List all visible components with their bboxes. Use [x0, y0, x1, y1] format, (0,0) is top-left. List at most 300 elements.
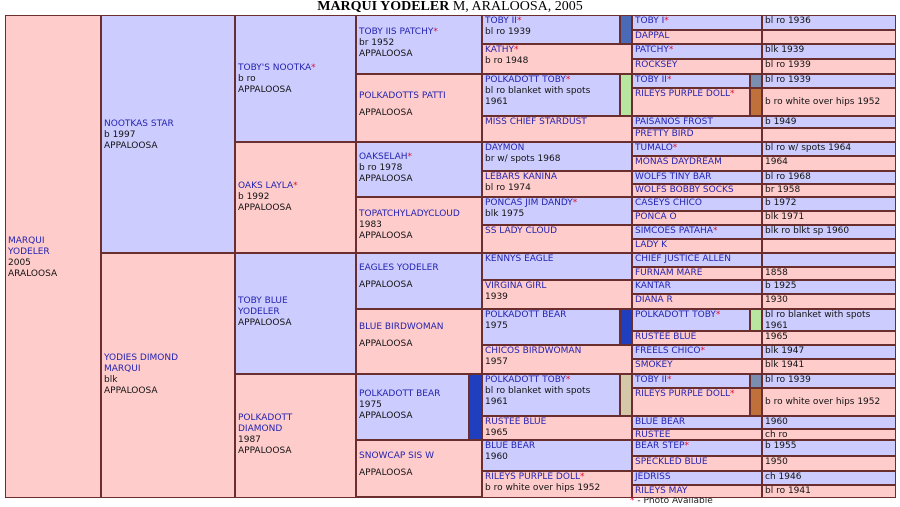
horse-name-line: [485, 198, 629, 209]
gen6-horse: [632, 15, 762, 30]
horse-detail: b ro 1978: [359, 163, 403, 173]
horse-detail: b ro 1948: [485, 56, 529, 66]
horse-name-line: [359, 27, 479, 38]
gen6-horse: [632, 331, 762, 345]
horse-name-line: [635, 117, 759, 128]
horse-name-line: [359, 209, 479, 220]
horse-name-line: [635, 472, 759, 483]
horse-name-link[interactable]: RUSTEE BLUE: [485, 417, 547, 427]
horse-detail: b ro white over hips 1952: [485, 483, 601, 493]
gen6-info: [762, 331, 896, 345]
horse-name-line: [238, 181, 328, 192]
horse-name-line: [359, 91, 479, 102]
gen6-horse: [632, 440, 762, 456]
gen6-horse: [632, 267, 762, 280]
horse-name-line: [635, 441, 759, 452]
horse-name-line: [635, 212, 759, 223]
horse-detail: ch 1946: [765, 472, 802, 482]
horse-name-line: [485, 441, 629, 452]
photo-star-icon: *: [579, 472, 585, 482]
photo-indicator-bar: [750, 309, 762, 331]
photo-star-icon: *: [666, 75, 672, 85]
horse-name-link[interactable]: VIRGINA GIRL: [485, 281, 547, 291]
horse-name-link[interactable]: DAYMON: [485, 143, 525, 153]
horse-name-link[interactable]: MONAS DAYDREAM: [635, 157, 722, 167]
horse-name-line: [485, 417, 629, 428]
horse-detail: 1965: [765, 332, 788, 342]
photo-star-icon: *: [311, 63, 316, 73]
gen6-horse: [632, 116, 762, 128]
footer-divider: [5, 497, 625, 507]
photo-star-icon: *: [565, 75, 571, 85]
horse-detail: 2005: [8, 258, 31, 268]
horse-name-link[interactable]: POLKADOTT DIAMOND: [238, 413, 293, 434]
gen6-horse: [632, 456, 762, 471]
horse-detail: bl ro 1936: [765, 16, 811, 26]
gen6-horse: [632, 345, 762, 359]
horse-detail: bl ro blanket with spots: [485, 386, 591, 396]
horse-name-link[interactable]: DIANA R: [635, 295, 673, 305]
horse-name-line: [238, 296, 328, 318]
gen6-horse: [632, 211, 762, 225]
horse-name-line: [635, 375, 747, 386]
gen6-info: [762, 44, 896, 59]
gen6-horse: [632, 374, 750, 388]
horse-detail: APPALOOSA: [359, 108, 413, 118]
horse-name-line: [485, 172, 629, 183]
photo-star-icon: *: [516, 16, 522, 26]
horse-name-link[interactable]: TOBY I: [635, 16, 665, 26]
horse-name-link[interactable]: WOLFS TINY BAR: [635, 172, 712, 182]
horse-detail: bl ro 1974: [485, 183, 531, 193]
horse-name-link[interactable]: ROCKSEY: [635, 60, 678, 70]
horse-detail: 1975: [485, 321, 508, 331]
photo-indicator-bar: [620, 374, 632, 416]
horse-name-link[interactable]: SIMCOES PATAHA: [635, 226, 713, 236]
photo-star-icon: *: [672, 143, 678, 153]
horse-name-line: [635, 75, 747, 86]
horse-name-link[interactable]: FURNAM MARE: [635, 268, 703, 278]
gen6-horse: [632, 184, 762, 197]
horse-name-link[interactable]: TOBY'S NOOTKA: [238, 63, 312, 73]
horse-detail: 1960: [485, 452, 508, 462]
horse-name-link[interactable]: POLKADOTT TOBY: [635, 310, 716, 320]
horse-detail: bl ro w/ spots 1964: [765, 143, 852, 153]
horse-name-line: [635, 45, 759, 56]
gen5-horse: [482, 471, 632, 498]
horse-summary: M, ARALOOSA, 2005: [449, 0, 583, 14]
horse-name-link[interactable]: FREELS CHICO: [635, 346, 701, 356]
horse-detail: 1987: [238, 435, 261, 445]
horse-name-link[interactable]: PONCA O: [635, 212, 677, 222]
gen6-horse: [632, 74, 750, 88]
gen4-horse: [356, 309, 482, 374]
horse-name-link[interactable]: RILEYS PURPLE DOLL: [635, 389, 730, 399]
photo-star-icon: *: [513, 45, 519, 55]
horse-name-link[interactable]: SMOKEY: [635, 360, 673, 370]
horse-name-line: [485, 310, 617, 321]
horse-name-line: [635, 172, 759, 183]
horse-detail: b 1992: [238, 192, 270, 202]
gen6-info: [762, 359, 896, 374]
horse-name-line: [635, 281, 759, 292]
gen2-horse: [101, 15, 235, 253]
photo-star-icon: *: [565, 375, 571, 385]
horse-name-link[interactable]: BLUE BEAR: [635, 417, 686, 427]
horse-name-line: [635, 60, 759, 71]
horse-name-link[interactable]: DAPPAL: [635, 31, 670, 41]
horse-name-link[interactable]: PAISANOS FROST: [635, 117, 713, 127]
horse-name-line: [635, 157, 759, 168]
gen5-horse: [482, 116, 632, 142]
horse-detail: 1960: [765, 417, 788, 427]
gen6-horse: [632, 142, 762, 156]
horse-detail: b ro white over hips 1952: [765, 97, 881, 107]
horse-name-link[interactable]: SPECKLED BLUE: [635, 457, 708, 467]
gen6-info: [762, 309, 896, 331]
horse-detail: blk: [104, 375, 118, 385]
gen1-horse: [5, 15, 101, 498]
gen4-horse: [356, 440, 482, 497]
gen5-horse: [482, 44, 632, 74]
horse-name-link[interactable]: TOPATCHYLADYCLOUD: [359, 209, 460, 219]
gen4-horse: [356, 15, 482, 74]
horse-name-link[interactable]: POLKADOTTS PATTI: [359, 91, 446, 101]
horse-detail: blk 1975: [485, 209, 525, 219]
horse-detail: APPALOOSA: [359, 411, 413, 421]
photo-indicator-bar: [469, 374, 482, 440]
horse-name-link[interactable]: TOBY IIS PATCHY: [359, 27, 434, 37]
photo-star-icon: *: [684, 441, 689, 451]
gen5-horse: [482, 309, 620, 345]
gen3-horse: [235, 15, 356, 142]
horse-detail: b 1925: [765, 281, 797, 291]
horse-name-line: [635, 332, 759, 343]
horse-name-line: [635, 254, 759, 265]
horse-name-link[interactable]: OAKS LAYLA: [238, 181, 294, 191]
gen6-info: [762, 225, 896, 239]
horse-detail: bl ro 1941: [765, 486, 811, 496]
horse-detail: bl ro blanket with spots: [485, 86, 591, 96]
gen5-horse: [482, 280, 632, 309]
horse-detail: b 1949: [765, 117, 797, 127]
gen6-info: [762, 211, 896, 225]
horse-detail: APPALOOSA: [104, 141, 158, 151]
horse-name-line: [485, 254, 629, 265]
horse-name-link[interactable]: TOBY BLUE YODELER: [238, 296, 288, 317]
gen6-horse: [632, 156, 762, 171]
horse-name-link[interactable]: BLUE BIRDWOMAN: [359, 322, 444, 332]
gen5-horse: [482, 345, 632, 374]
horse-name-link[interactable]: PRETTY BIRD: [635, 129, 694, 139]
gen4-horse: [356, 74, 482, 142]
gen6-info: [762, 374, 896, 388]
horse-name-line: [635, 310, 747, 321]
horse-detail: br 1958: [765, 185, 801, 195]
horse-detail: 1983: [359, 220, 382, 230]
gen6-horse: [632, 171, 762, 184]
horse-detail: APPALOOSA: [238, 85, 292, 95]
horse-name-link[interactable]: LEBARS KANINA: [485, 172, 558, 182]
photo-star-icon: *: [715, 310, 721, 320]
horse-detail: APPALOOSA: [359, 49, 413, 59]
horse-name-line: [635, 486, 759, 497]
horse-name-line: [359, 263, 479, 274]
horse-name-line: [635, 389, 747, 400]
horse-name-link[interactable]: RUSTEE BLUE: [635, 332, 697, 342]
horse-name-link[interactable]: WOLFS BOBBY SOCKS: [635, 185, 734, 195]
gen4-horse: [356, 142, 482, 197]
gen4-horse: [356, 197, 482, 253]
photo-star-icon: *: [572, 198, 578, 208]
gen3-horse: [235, 253, 356, 374]
gen6-info: [762, 142, 896, 156]
horse-detail: APPALOOSA: [359, 174, 413, 184]
horse-detail: 1961: [485, 97, 508, 107]
gen5-horse: [482, 374, 620, 416]
horse-detail: 1961: [485, 397, 508, 407]
horse-name-line: [635, 240, 759, 251]
horse-name-line: [485, 75, 617, 86]
horse-name-line: [485, 226, 629, 237]
gen3-horse: [235, 142, 356, 253]
gen6-info: [762, 59, 896, 74]
horse-detail: bl ro 1939: [765, 75, 811, 85]
horse-name-link[interactable]: POLKADOTT TOBY: [485, 75, 566, 85]
gen6-horse: [632, 128, 762, 142]
horse-detail: 1964: [765, 157, 788, 167]
horse-name-link[interactable]: BEAR STEP: [635, 441, 685, 451]
horse-name-line: [485, 281, 629, 292]
horse-name-line: [635, 430, 759, 440]
photo-star-icon: *: [729, 389, 735, 399]
horse-name-link[interactable]: RILEYS PURPLE DOLL: [635, 89, 730, 99]
gen6-info: [762, 294, 896, 309]
gen5-horse: [482, 142, 632, 171]
photo-star-icon: *: [700, 346, 705, 356]
horse-name-link[interactable]: YODIES DIMOND MARQUI: [104, 353, 179, 374]
gen6-info: [762, 88, 896, 116]
horse-detail: APPALOOSA: [238, 446, 292, 456]
gen6-info: [762, 171, 896, 184]
gen6-info: [762, 471, 896, 485]
gen6-info: [762, 388, 896, 416]
gen6-info: [762, 184, 896, 197]
gen6-horse: [632, 294, 762, 309]
horse-detail: bl ro 1939: [765, 375, 811, 385]
horse-name-line: [485, 16, 617, 27]
horse-name-link[interactable]: SNOWCAP SIS W: [359, 451, 434, 461]
horse-name-line: [485, 117, 629, 128]
horse-detail: b 1972: [765, 198, 797, 208]
photo-indicator-bar: [750, 388, 762, 416]
photo-indicator-bar: [620, 74, 632, 116]
horse-name-line: [635, 16, 759, 27]
horse-name-link[interactable]: CHIEF JUSTICE ALLEN: [635, 254, 731, 264]
horse-name-line: [635, 198, 759, 209]
photo-legend: [630, 497, 900, 507]
horse-detail: APPALOOSA: [104, 386, 158, 396]
gen4-horse: [356, 253, 482, 309]
gen6-info: [762, 30, 896, 44]
horse-name-line: [635, 89, 747, 100]
horse-name-line: [485, 375, 617, 386]
horse-detail: APPALOOSA: [238, 318, 292, 328]
photo-legend-text: - Photo Available: [634, 497, 713, 506]
horse-detail: blk ro blkt sp 1960: [765, 226, 850, 236]
gen6-horse: [632, 429, 762, 440]
gen6-info: [762, 345, 896, 359]
horse-detail: 1975: [359, 400, 382, 410]
gen6-info: [762, 456, 896, 471]
gen6-horse: [632, 309, 750, 331]
horse-name-line: [359, 322, 479, 333]
gen4-horse: [356, 374, 469, 440]
gen6-horse: [632, 471, 762, 485]
horse-name-line: [359, 389, 466, 400]
horse-name-link[interactable]: POLKADOTT TOBY: [485, 375, 566, 385]
horse-name-line: [485, 346, 629, 357]
gen6-info: [762, 197, 896, 211]
horse-detail: blk 1971: [765, 212, 805, 222]
horse-name-link[interactable]: RILEYS PURPLE DOLL: [485, 472, 580, 482]
horse-detail: ARALOOSA: [8, 269, 58, 279]
horse-name-line: [635, 346, 759, 357]
gen6-info: [762, 74, 896, 88]
horse-name-link[interactable]: TOBY II: [485, 16, 517, 26]
horse-name-link[interactable]: RILEYS MAY: [635, 486, 688, 496]
horse-detail: blk 1941: [765, 360, 805, 370]
gen5-horse: [482, 74, 620, 116]
horse-name-line: [635, 360, 759, 371]
photo-indicator-bar: [750, 74, 762, 88]
horse-name-line: [635, 31, 759, 42]
gen6-info: [762, 253, 896, 267]
gen6-info: [762, 15, 896, 30]
horse-name-line: [359, 152, 479, 163]
horse-name-line: [485, 45, 629, 56]
horse-name-line: [635, 295, 759, 306]
horse-detail: b 1955: [765, 441, 797, 451]
gen6-horse: [632, 359, 762, 374]
horse-name-link[interactable]: EAGLES YODELER: [359, 263, 439, 273]
horse-name-link[interactable]: MISS CHIEF STARDUST: [485, 117, 587, 127]
gen6-horse: [632, 197, 762, 211]
horse-name-line: [485, 143, 629, 154]
photo-star-icon: *: [664, 16, 669, 26]
horse-name-link[interactable]: JEDRISS: [635, 472, 671, 482]
horse-detail: ch ro: [765, 430, 788, 440]
horse-name-line: [635, 268, 759, 279]
gen6-info: [762, 267, 896, 280]
horse-detail: APPALOOSA: [359, 339, 413, 349]
horse-name: MARQUI YODELER: [317, 0, 450, 14]
horse-name-link[interactable]: POLKADOTT BEAR: [485, 310, 567, 320]
horse-detail: 1965: [485, 428, 508, 438]
horse-detail: bl ro 1939: [765, 60, 811, 70]
gen6-horse: [632, 239, 762, 253]
horse-detail: blk 1939: [765, 45, 805, 55]
gen2-horse: [101, 253, 235, 498]
horse-detail: blk 1947: [765, 346, 805, 356]
gen6-info: [762, 416, 896, 429]
gen6-info: [762, 116, 896, 128]
gen6-horse: [632, 88, 750, 116]
gen6-horse: [632, 30, 762, 44]
horse-detail: APPALOOSA: [359, 231, 413, 241]
horse-name-link[interactable]: KATHY: [485, 45, 514, 55]
horse-name-link[interactable]: TOBY II: [635, 375, 667, 385]
horse-name-link[interactable]: PONCAS JIM DANDY: [485, 198, 573, 208]
horse-name-link[interactable]: KENNYS EAGLE: [485, 254, 554, 264]
gen6-info: [762, 156, 896, 171]
gen6-horse: [632, 225, 762, 239]
horse-name-link[interactable]: PATCHY: [635, 45, 669, 55]
horse-name-line: [635, 129, 759, 140]
photo-star-icon: *: [630, 497, 635, 506]
horse-detail: bl ro 1939: [485, 27, 531, 37]
horse-name-link[interactable]: CHICOS BIRDWOMAN: [485, 346, 582, 356]
photo-indicator-bar: [620, 309, 632, 345]
horse-detail: bl ro 1968: [765, 172, 811, 182]
horse-detail: 1939: [485, 292, 508, 302]
gen3-horse: [235, 374, 356, 498]
horse-name-link[interactable]: CASEYS CHICO: [635, 198, 702, 208]
horse-name-line: [635, 185, 759, 196]
gen5-horse: [482, 197, 632, 225]
horse-name-line: [635, 457, 759, 468]
gen6-horse: [632, 416, 762, 429]
photo-star-icon: *: [712, 226, 718, 236]
horse-name-line: [635, 417, 759, 428]
gen5-horse: [482, 15, 620, 44]
horse-name-link[interactable]: KANTAR: [635, 281, 671, 291]
gen6-horse: [632, 388, 750, 416]
horse-detail: APPALOOSA: [359, 280, 413, 290]
gen6-horse: [632, 59, 762, 74]
horse-name-link[interactable]: SS LADY CLOUD: [485, 226, 558, 236]
horse-detail: b ro white over hips 1952: [765, 397, 881, 407]
horse-name-link[interactable]: BLUE BEAR: [485, 441, 536, 451]
horse-name-line: [238, 413, 328, 435]
horse-name-link[interactable]: TUMALO: [635, 143, 673, 153]
photo-star-icon: *: [668, 45, 674, 55]
horse-detail: br 1952: [359, 38, 395, 48]
horse-name-line: [359, 451, 479, 462]
horse-name-link[interactable]: NOOTKAS STAR: [104, 119, 174, 129]
photo-star-icon: *: [293, 181, 298, 191]
gen5-horse: [482, 225, 632, 253]
horse-name-link[interactable]: LADY K: [635, 240, 668, 250]
horse-name-link[interactable]: MARQUI YODELER: [8, 236, 50, 257]
horse-name-line: [238, 63, 328, 74]
gen5-horse: [482, 253, 632, 280]
gen6-info: [762, 440, 896, 456]
gen5-horse: [482, 171, 632, 197]
horse-name-link[interactable]: OAKSELAH: [359, 152, 408, 162]
photo-star-icon: *: [433, 27, 438, 37]
gen6-horse: [632, 253, 762, 267]
gen6-info: [762, 429, 896, 440]
horse-detail: APPALOOSA: [359, 468, 413, 478]
horse-detail: APPALOOSA: [238, 203, 292, 213]
gen5-horse: [482, 440, 632, 471]
horse-name-link[interactable]: RUSTEE: [635, 430, 671, 440]
photo-indicator-bar: [750, 374, 762, 388]
gen6-info: [762, 128, 896, 142]
horse-name-link[interactable]: POLKADOTT BEAR: [359, 389, 441, 399]
horse-name-link[interactable]: TOBY II: [635, 75, 667, 85]
